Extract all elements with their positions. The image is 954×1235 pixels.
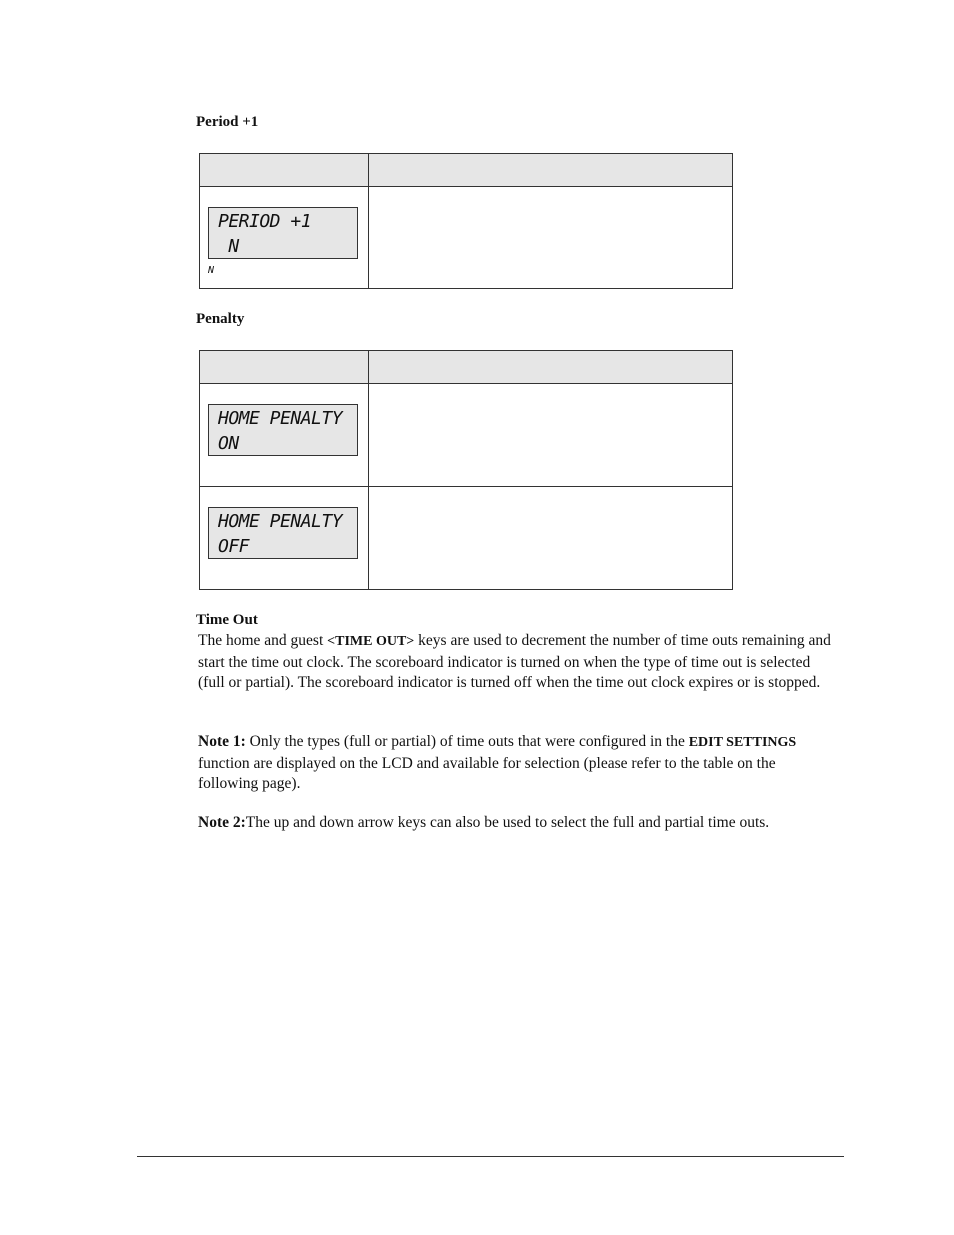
table-header-cell <box>369 154 733 187</box>
lcd-cell <box>200 384 369 487</box>
table-header-row <box>200 154 733 187</box>
lcd-display <box>208 404 358 456</box>
lcd-line-2: N <box>218 236 239 257</box>
penalty-table <box>199 350 733 590</box>
lcd-line-1: PERIOD +1 <box>218 211 312 232</box>
para-text: keys are used to decrement the number of time outs remaining and start the time out clock. The scoreboard indicator is turned on when the type of time out is selected (full or partial). The scoreboard indicator is turned off when the time out clock expires or is stopped. <box>198 632 831 691</box>
note-label: Note 1: <box>198 733 246 750</box>
period-table <box>199 153 733 289</box>
lcd-line-1: HOME PENALTY <box>218 408 343 429</box>
table-header-cell <box>200 154 369 187</box>
table-row <box>200 487 733 590</box>
description-cell <box>369 187 733 289</box>
para-text: The home and guest <box>198 632 328 649</box>
lcd-display <box>208 507 358 559</box>
timeout-heading: Time Out <box>196 612 258 628</box>
note-2 <box>198 813 858 834</box>
note-text: The up and down arrow keys can also be used to select the full and partial time outs. <box>245 814 770 831</box>
lcd-line-1: HOME PENALTY <box>218 511 343 532</box>
lcd-line-2: OFF <box>218 536 250 557</box>
period-heading: Period +1 <box>196 114 259 130</box>
lcd-cell <box>200 187 369 289</box>
note-text: function are displayed on the LCD and available for selection (please refer to the table on the following page). <box>198 754 776 792</box>
penalty-heading: Penalty <box>196 311 245 327</box>
lcd-subnote: N <box>208 265 215 276</box>
table-header-cell <box>200 351 369 384</box>
table-header-cell <box>369 351 733 384</box>
table-header-row <box>200 351 733 384</box>
key-label: <TIME OUT> <box>327 634 415 649</box>
lcd-cell <box>200 487 369 590</box>
lcd-line-2: ON <box>218 433 239 454</box>
table-row <box>200 187 733 289</box>
key-label: EDIT SETTINGS <box>688 735 797 750</box>
table-row <box>200 384 733 487</box>
lcd-display <box>208 207 358 259</box>
note-label: Note 2: <box>198 814 246 831</box>
note-1 <box>198 732 838 795</box>
description-cell <box>369 487 733 590</box>
description-cell <box>369 384 733 487</box>
timeout-paragraph <box>198 631 838 694</box>
note-text: Only the types (full or partial) of time outs that were configured in the <box>245 733 689 750</box>
footer-rule <box>137 1156 844 1157</box>
